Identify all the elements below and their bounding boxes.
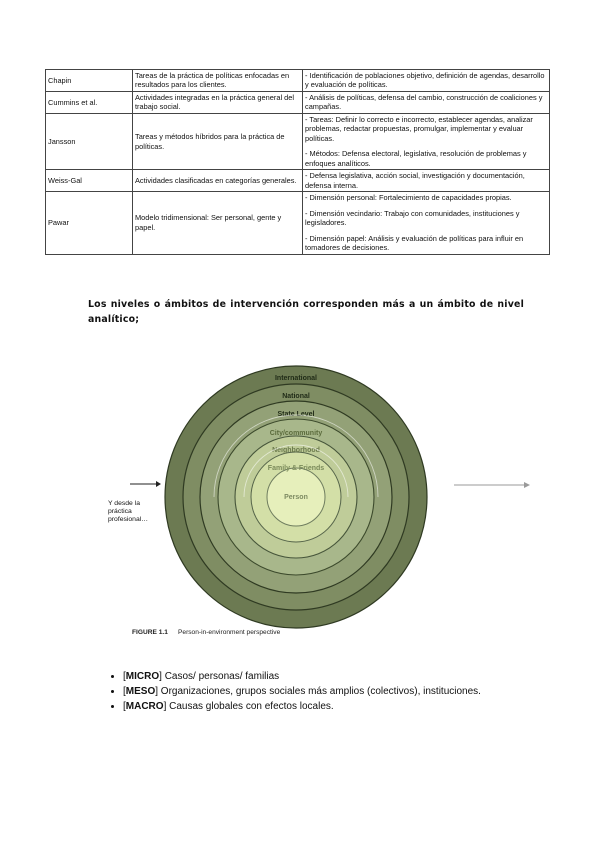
level-text: Organizaciones, grupos sociales más amplios (colectivos), instituciones. bbox=[160, 686, 481, 697]
left-arrow-icon bbox=[156, 481, 161, 487]
activity-item: - Métodos: Defensa electoral, legislativa, resolución de problemas y enfoques analíticos. bbox=[305, 149, 527, 168]
activities-cell bbox=[303, 192, 550, 254]
side-note-line: práctica bbox=[108, 508, 132, 515]
side-note-line: Y desde la bbox=[108, 500, 140, 507]
list-item: • [MESO] Organizaciones, grupos sociales más amplios (colectivos), instituciones. bbox=[123, 684, 583, 699]
description-cell: Actividades integradas en la práctica general del trabajo social. bbox=[133, 91, 303, 113]
figure-caption-label: FIGURE 1.1 bbox=[132, 629, 168, 636]
table-row bbox=[46, 113, 550, 169]
policy-practice-table bbox=[45, 69, 550, 255]
section-heading: Los niveles o ámbitos de intervención corresponden más a un ámbito de nivel analítico; bbox=[88, 299, 524, 325]
list-item: • [MICRO] Casos/ personas/ familias bbox=[123, 669, 583, 684]
author-cell: Pawar bbox=[46, 192, 133, 254]
description-cell: Modelo tridimensional: Ser personal, gente y papel. bbox=[133, 192, 303, 254]
table-row bbox=[46, 91, 550, 113]
activity-item: - Dimensión papel: Análisis y evaluación de políticas para influir en tomadores de decisiones. bbox=[305, 233, 524, 253]
description-cell: Tareas de la práctica de políticas enfocadas en resultados para los clientes. bbox=[133, 70, 303, 92]
ring-label-national: National bbox=[282, 393, 310, 400]
activity-item: - Defensa legislativa, acción social, investigación y documentación, defensa interna. bbox=[305, 171, 525, 190]
level-tag: MESO bbox=[125, 686, 156, 697]
table-row bbox=[46, 70, 550, 92]
level-tag: MACRO bbox=[125, 701, 164, 712]
ring-label-international: International bbox=[274, 375, 318, 382]
intervention-levels-list bbox=[101, 669, 583, 714]
ring-label-neighborhood: Neighborhood bbox=[272, 447, 320, 454]
activity-item: - Identificación de poblaciones objetivo, definición de agendas, desarrollo y evaluación de políticas. bbox=[305, 71, 545, 90]
activity-item: - Dimensión personal: Fortalecimiento de capacidades propias. bbox=[305, 193, 512, 203]
person-in-environment-figure bbox=[90, 360, 550, 645]
author-cell: Jansson bbox=[46, 113, 133, 169]
activity-item: - Análisis de políticas, defensa del cambio, construcción de coaliciones y campañas. bbox=[305, 92, 543, 112]
activities-cell bbox=[303, 170, 550, 192]
table-row bbox=[46, 170, 550, 192]
description-cell: Tareas y métodos híbridos para la práctica de políticas. bbox=[133, 113, 303, 169]
figure-caption-text: Person-in-environment perspective bbox=[178, 629, 281, 636]
activities-cell bbox=[303, 113, 550, 169]
author-cell: Chapin bbox=[46, 70, 133, 92]
author-cell: Weiss-Gal bbox=[46, 170, 133, 192]
description-cell: Actividades clasificadas en categorías generales. bbox=[133, 170, 303, 192]
level-tag: MICRO bbox=[125, 671, 160, 682]
activities-cell bbox=[303, 70, 550, 92]
right-arrow-icon bbox=[524, 482, 530, 488]
level-text: Casos/ personas/ familias bbox=[164, 671, 280, 682]
ring-label-person: Person bbox=[284, 494, 308, 501]
ring-label-family-friends: Family & Friends bbox=[267, 465, 325, 472]
activity-item: - Dimensión vecindario: Trabajo con comunidades, instituciones y legisladores. bbox=[305, 208, 520, 228]
activity-item: - Tareas: Definir lo correcto e incorrecto, establecer agendas, analizar problemas, redactar propuestas, promulgar, implementar y evaluar políticas. bbox=[305, 114, 533, 143]
ring-label-city-community: City/community bbox=[269, 430, 323, 437]
list-item: • [MACRO] Causas globales con efectos locales. bbox=[123, 699, 583, 714]
level-text: Causas globales con efectos locales. bbox=[169, 701, 334, 712]
ring-label-state-level: State Level bbox=[277, 411, 315, 418]
side-note-line: profesional… bbox=[108, 516, 149, 523]
activities-cell bbox=[303, 91, 550, 113]
author-cell: Cummins et al. bbox=[46, 91, 133, 113]
table-row bbox=[46, 192, 550, 254]
